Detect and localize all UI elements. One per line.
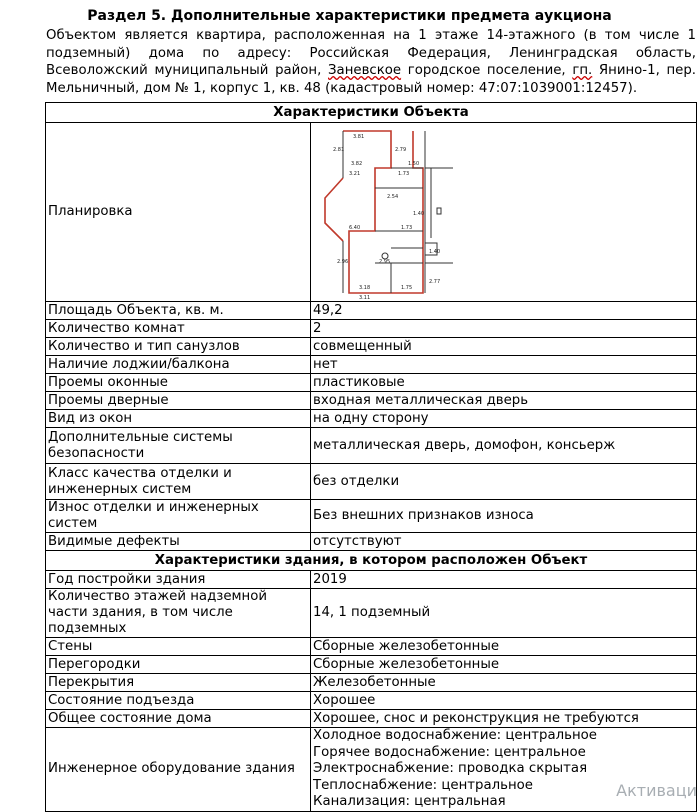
- plan-label: Планировка: [46, 123, 311, 302]
- table-row: [46, 533, 697, 551]
- row-label: Стены: [46, 638, 311, 656]
- row-label: Вид из окон: [46, 410, 311, 428]
- engineering-line: Теплоснабжение: центральное: [313, 777, 533, 793]
- table-row: [46, 464, 697, 500]
- table-row: [46, 410, 697, 428]
- row-value: нет: [311, 356, 697, 374]
- engineering-line: Холодное водоснабжение: центральное: [313, 728, 597, 743]
- engineering-line: Канализация: центральная: [313, 794, 506, 809]
- row-label: Общее состояние дома: [46, 710, 311, 728]
- row-label: Площадь Объекта, кв. м.: [46, 302, 311, 320]
- row-label: Состояние подъезда: [46, 692, 311, 710]
- engineering-row: [46, 728, 697, 812]
- row-label: Наличие лоджии/балкона: [46, 356, 311, 374]
- plan-dim-7: 2.79: [395, 147, 407, 153]
- row-label: Класс качества отделки и инженерных систем: [46, 464, 311, 500]
- plan-dim-8: 2.54: [387, 194, 399, 200]
- plan-dim-17: 2.77: [429, 279, 441, 285]
- row-value: металлическая дверь, домофон, консьерж: [311, 428, 697, 464]
- plan-dim-3: 3.21: [349, 171, 361, 177]
- row-value: Сборные железобетонные: [311, 638, 697, 656]
- row-value: 2: [311, 320, 697, 338]
- table-row: [46, 320, 697, 338]
- row-value: Сборные железобетонные: [311, 656, 697, 674]
- row-value: совмещенный: [311, 338, 697, 356]
- table-row: [46, 302, 697, 320]
- row-value: без отделки: [311, 464, 697, 500]
- row-label: Перекрытия: [46, 674, 311, 692]
- building-rows: [46, 571, 697, 728]
- intro-text-1: Объектом является квартира, расположенная на 1 этаже 14-этажного (в том числе 1 подземный) дома по адресу: Российская Федерация, Ленинградская область, Всеволожский муниципальный район,: [46, 28, 696, 78]
- plan-dim-5: 1.50: [408, 161, 420, 167]
- building-header-row: [46, 551, 697, 571]
- row-label: Видимые дефекты: [46, 533, 311, 551]
- row-value: Хорошее, снос и реконструкция не требуются: [311, 710, 697, 728]
- plan-dim-10: 6.40: [349, 225, 361, 231]
- plan-dim-6: 2.81: [333, 147, 345, 153]
- plan-cell: [311, 123, 697, 302]
- plan-dim-4: 1.73: [398, 171, 410, 177]
- row-value: Без внешних признаков износа: [311, 500, 697, 533]
- plan-dim-15: 1.75: [401, 285, 413, 291]
- plan-dim-9: 1.40: [413, 211, 425, 217]
- row-value: Железобетонные: [311, 674, 697, 692]
- table-row: [46, 571, 697, 589]
- table-row: [46, 674, 697, 692]
- plan-row: [46, 123, 697, 302]
- table-row: [46, 692, 697, 710]
- row-label: Количество и тип санузлов: [46, 338, 311, 356]
- plan-dim-16: 3.11: [359, 295, 371, 301]
- row-value: отсутствуют: [311, 533, 697, 551]
- intro-underlined-1: Заневское: [328, 63, 402, 78]
- table-row: [46, 428, 697, 464]
- building-header: Характеристики здания, в котором расположен Объект: [46, 551, 697, 571]
- row-value: на одну сторону: [311, 410, 697, 428]
- table-row: [46, 656, 697, 674]
- row-label: Количество этажей надземной части здания, в том числе подземных: [46, 589, 311, 638]
- table-row: [46, 638, 697, 656]
- object-header-row: [46, 103, 697, 123]
- table-row: [46, 356, 697, 374]
- intro-underlined-2: гп.: [572, 63, 593, 78]
- row-label: Износ отделки и инженерных систем: [46, 500, 311, 533]
- object-rows: [46, 302, 697, 551]
- plan-dim-1: 3.81: [353, 134, 365, 140]
- intro-text-3: Янино-1, пер. Мельничный, дом № 1, корпус 1, кв. 48 (кадастровый номер: 47:07:1039001:12457).: [46, 63, 696, 96]
- row-label: Проемы дверные: [46, 392, 311, 410]
- row-label: Перегородки: [46, 656, 311, 674]
- activation-watermark: Активаци: [616, 781, 697, 800]
- plan-dim-14: 3.18: [359, 285, 371, 291]
- plan-dim-18: 1.40: [429, 249, 441, 255]
- row-label: Проемы оконные: [46, 374, 311, 392]
- plan-dim-13: 2.95: [379, 259, 391, 265]
- row-label: Количество комнат: [46, 320, 311, 338]
- plan-bay: [325, 178, 343, 241]
- table-row: [46, 392, 697, 410]
- section-title: Раздел 5. Дополнительные характеристики предмета аукциона: [87, 8, 612, 24]
- row-value: Хорошее: [311, 692, 697, 710]
- engineering-label: Инженерное оборудование здания: [46, 728, 311, 812]
- plan-dim-2: 3.82: [351, 161, 363, 167]
- plan-dim-12: 2.96: [337, 259, 349, 265]
- table-row: [46, 374, 697, 392]
- intro-paragraph: [46, 27, 696, 97]
- intro-text-2: городское поселение,: [401, 63, 573, 78]
- object-header: Характеристики Объекта: [46, 103, 697, 123]
- floor-plan-drawing: [313, 123, 697, 301]
- plan-dim-11: 1.73: [401, 225, 413, 231]
- plan-contour: [343, 131, 423, 293]
- engineering-line: Электроснабжение: проводка скрытая: [313, 761, 588, 776]
- row-value: 14, 1 подземный: [311, 589, 697, 638]
- row-label: Год постройки здания: [46, 571, 311, 589]
- row-value: пластиковые: [311, 374, 697, 392]
- row-value: входная металлическая дверь: [311, 392, 697, 410]
- table-row: [46, 589, 697, 638]
- row-value: 2019: [311, 571, 697, 589]
- engineering-line: Горячее водоснабжение: центральное: [313, 744, 586, 760]
- row-label: Дополнительные системы безопасности: [46, 428, 311, 464]
- table-row: [46, 710, 697, 728]
- row-value: 49,2: [311, 302, 697, 320]
- table-row: [46, 500, 697, 533]
- characteristics-table: [45, 102, 697, 812]
- table-row: [46, 338, 697, 356]
